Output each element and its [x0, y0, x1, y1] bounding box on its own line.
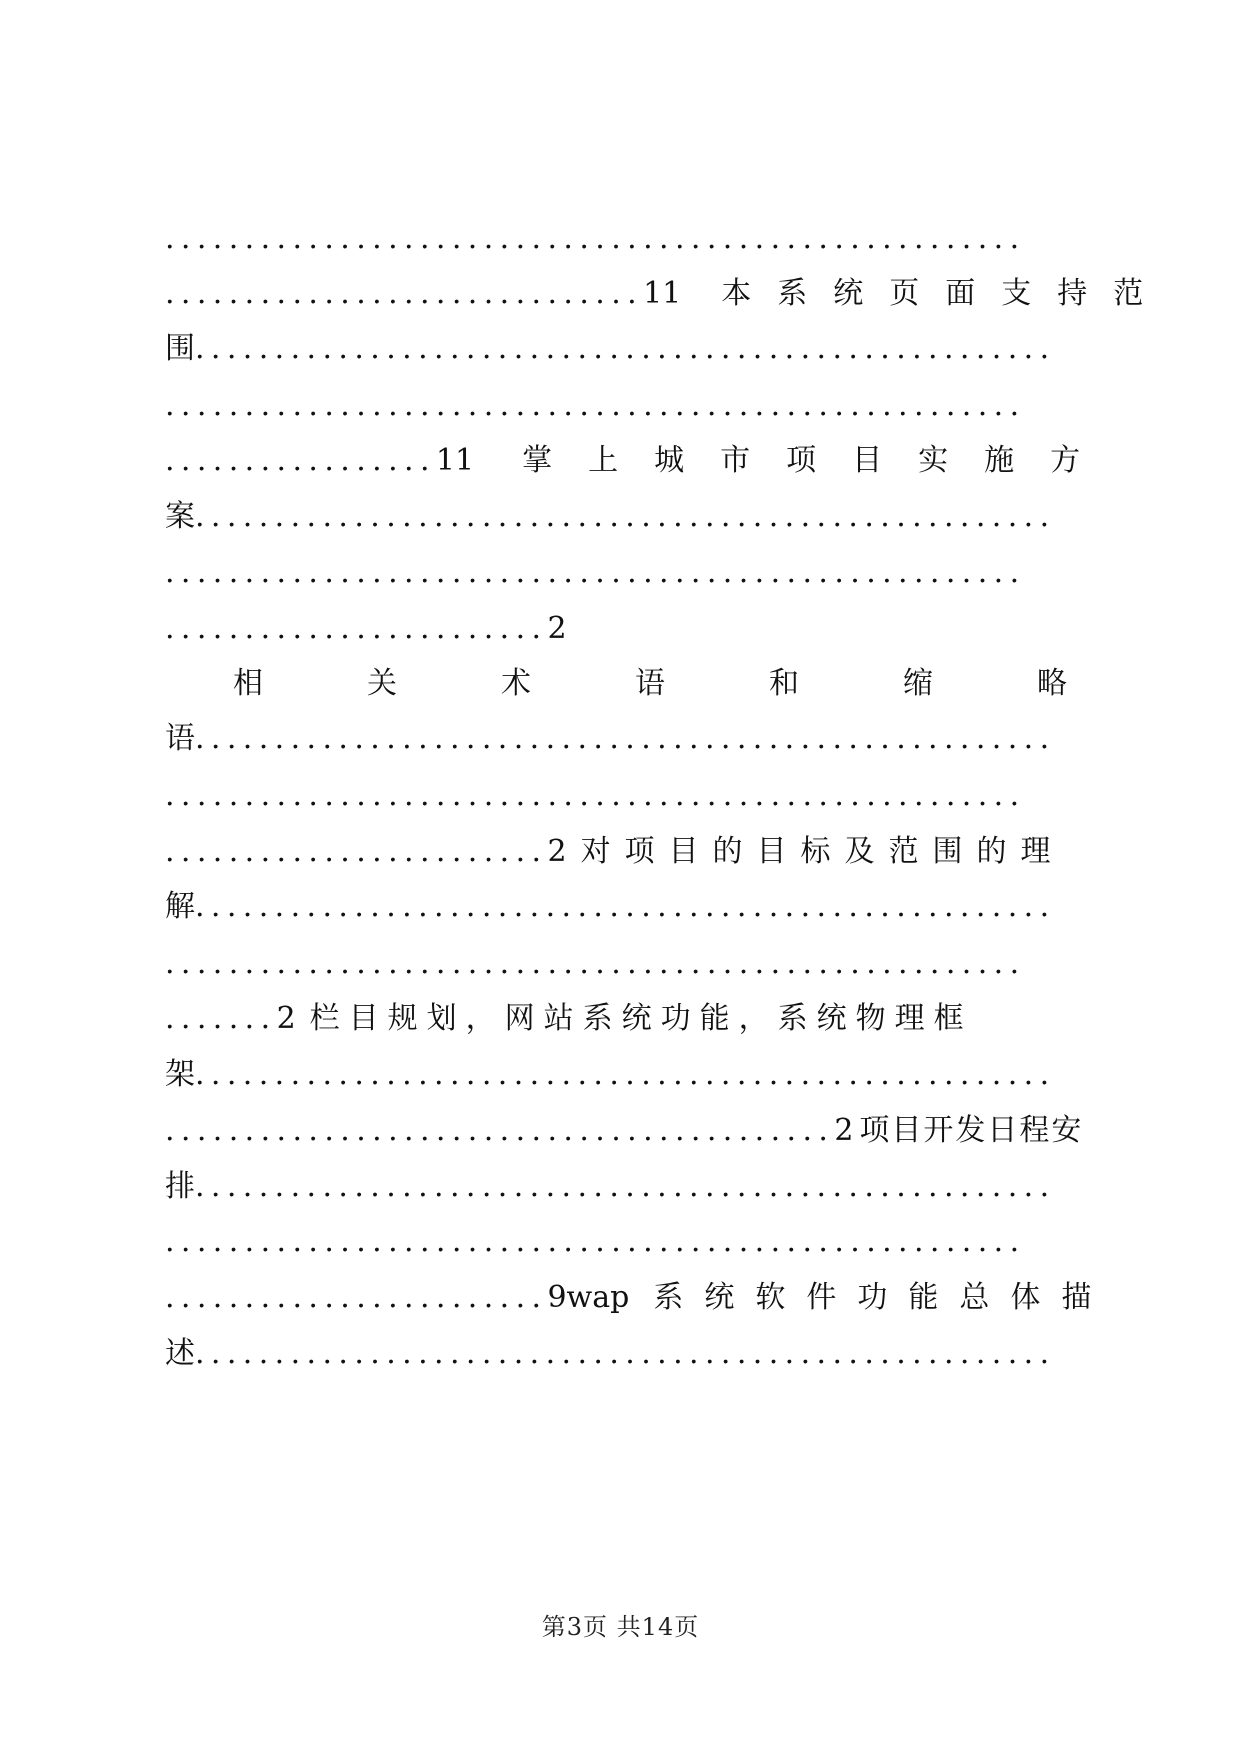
toc-title-text: 相关术语和缩略: [233, 666, 1171, 701]
toc-title-tail: 排: [165, 1169, 195, 1204]
leader-dots: ........................: [165, 1280, 548, 1315]
toc-line: [165, 1331, 1085, 1377]
leader-dots: ......................................................: [165, 1224, 1026, 1259]
toc-line: [165, 1164, 1085, 1210]
page-number: 11: [643, 276, 682, 311]
toc-title-tail: 架: [165, 1057, 195, 1092]
toc-line: [165, 996, 1085, 1042]
leader-dots: ......................................................: [195, 1169, 1056, 1204]
toc-line: [165, 716, 1085, 762]
toc-title: [681, 271, 1169, 317]
toc-title-tail: 语: [165, 721, 195, 756]
page-number: 2: [547, 611, 567, 646]
toc-line: [165, 438, 1117, 484]
toc-line: [165, 884, 1085, 930]
toc-line: [165, 494, 1085, 540]
leader-dots: ......................................................: [165, 221, 1026, 256]
leader-dots: ......................................................: [165, 778, 1026, 813]
leader-dots: ......................................................: [195, 331, 1056, 366]
page-number: 2: [547, 834, 567, 869]
toc-title-tail: 述: [165, 1336, 195, 1371]
leader-dots: ......................................................: [165, 946, 1026, 981]
toc-line: [165, 271, 1170, 317]
leader-dots: ......................................................: [195, 889, 1056, 924]
leader-dots: ..........................................: [165, 1113, 835, 1148]
toc-line: [165, 1052, 1085, 1098]
leader-dots: ......................................................: [165, 388, 1026, 423]
toc-line: [165, 383, 1085, 429]
toc-title-tail: 案: [165, 499, 195, 534]
leader-dots: .................: [165, 443, 436, 478]
toc-line: [165, 773, 1085, 819]
leader-dots: ......................................................: [195, 721, 1056, 756]
leader-dots: .......: [165, 1001, 277, 1036]
toc-title-text: 系统软件功能总体描: [653, 1280, 1113, 1315]
leader-dots: ..............................: [165, 276, 644, 311]
toc-line: [165, 829, 1085, 875]
toc-line: [165, 550, 1085, 596]
page-number: 2: [834, 1113, 854, 1148]
page-number: 9wap: [547, 1280, 630, 1315]
leader-dots: ......................................................: [165, 555, 1026, 590]
toc-line: [165, 216, 1085, 262]
toc-line: [165, 1108, 1085, 1154]
toc-line: [165, 326, 1085, 372]
toc-title-text: 对项目的目标及范围的理: [580, 834, 1065, 869]
toc-line: [165, 661, 1171, 707]
leader-dots: ......................................................: [195, 499, 1056, 534]
toc-title-tail: 解: [165, 889, 195, 924]
page-number: 2: [276, 1001, 296, 1036]
toc-line: [165, 1219, 1085, 1265]
leader-dots: ........................: [165, 611, 548, 646]
toc-title-text: 栏目规划，网站系统功能，系统物理框: [309, 1001, 973, 1036]
toc-line: [165, 1275, 1113, 1321]
toc-title-tail: 围: [165, 331, 195, 366]
page-footer: 第3页 共14页: [541, 1613, 700, 1641]
toc-title-text: 项目开发日程安: [859, 1113, 1084, 1148]
page-number: 11: [435, 443, 475, 478]
toc-title-text: 掌上城市项目实施方: [522, 443, 1117, 478]
leader-dots: ......................................................: [195, 1336, 1056, 1371]
toc-title-text: 本系统页面支持范: [721, 276, 1170, 311]
toc-line: [165, 941, 1085, 987]
leader-dots: ........................: [165, 834, 548, 869]
leader-dots: ......................................................: [195, 1057, 1056, 1092]
toc-title: [474, 438, 1116, 484]
toc-line: [165, 606, 1085, 652]
